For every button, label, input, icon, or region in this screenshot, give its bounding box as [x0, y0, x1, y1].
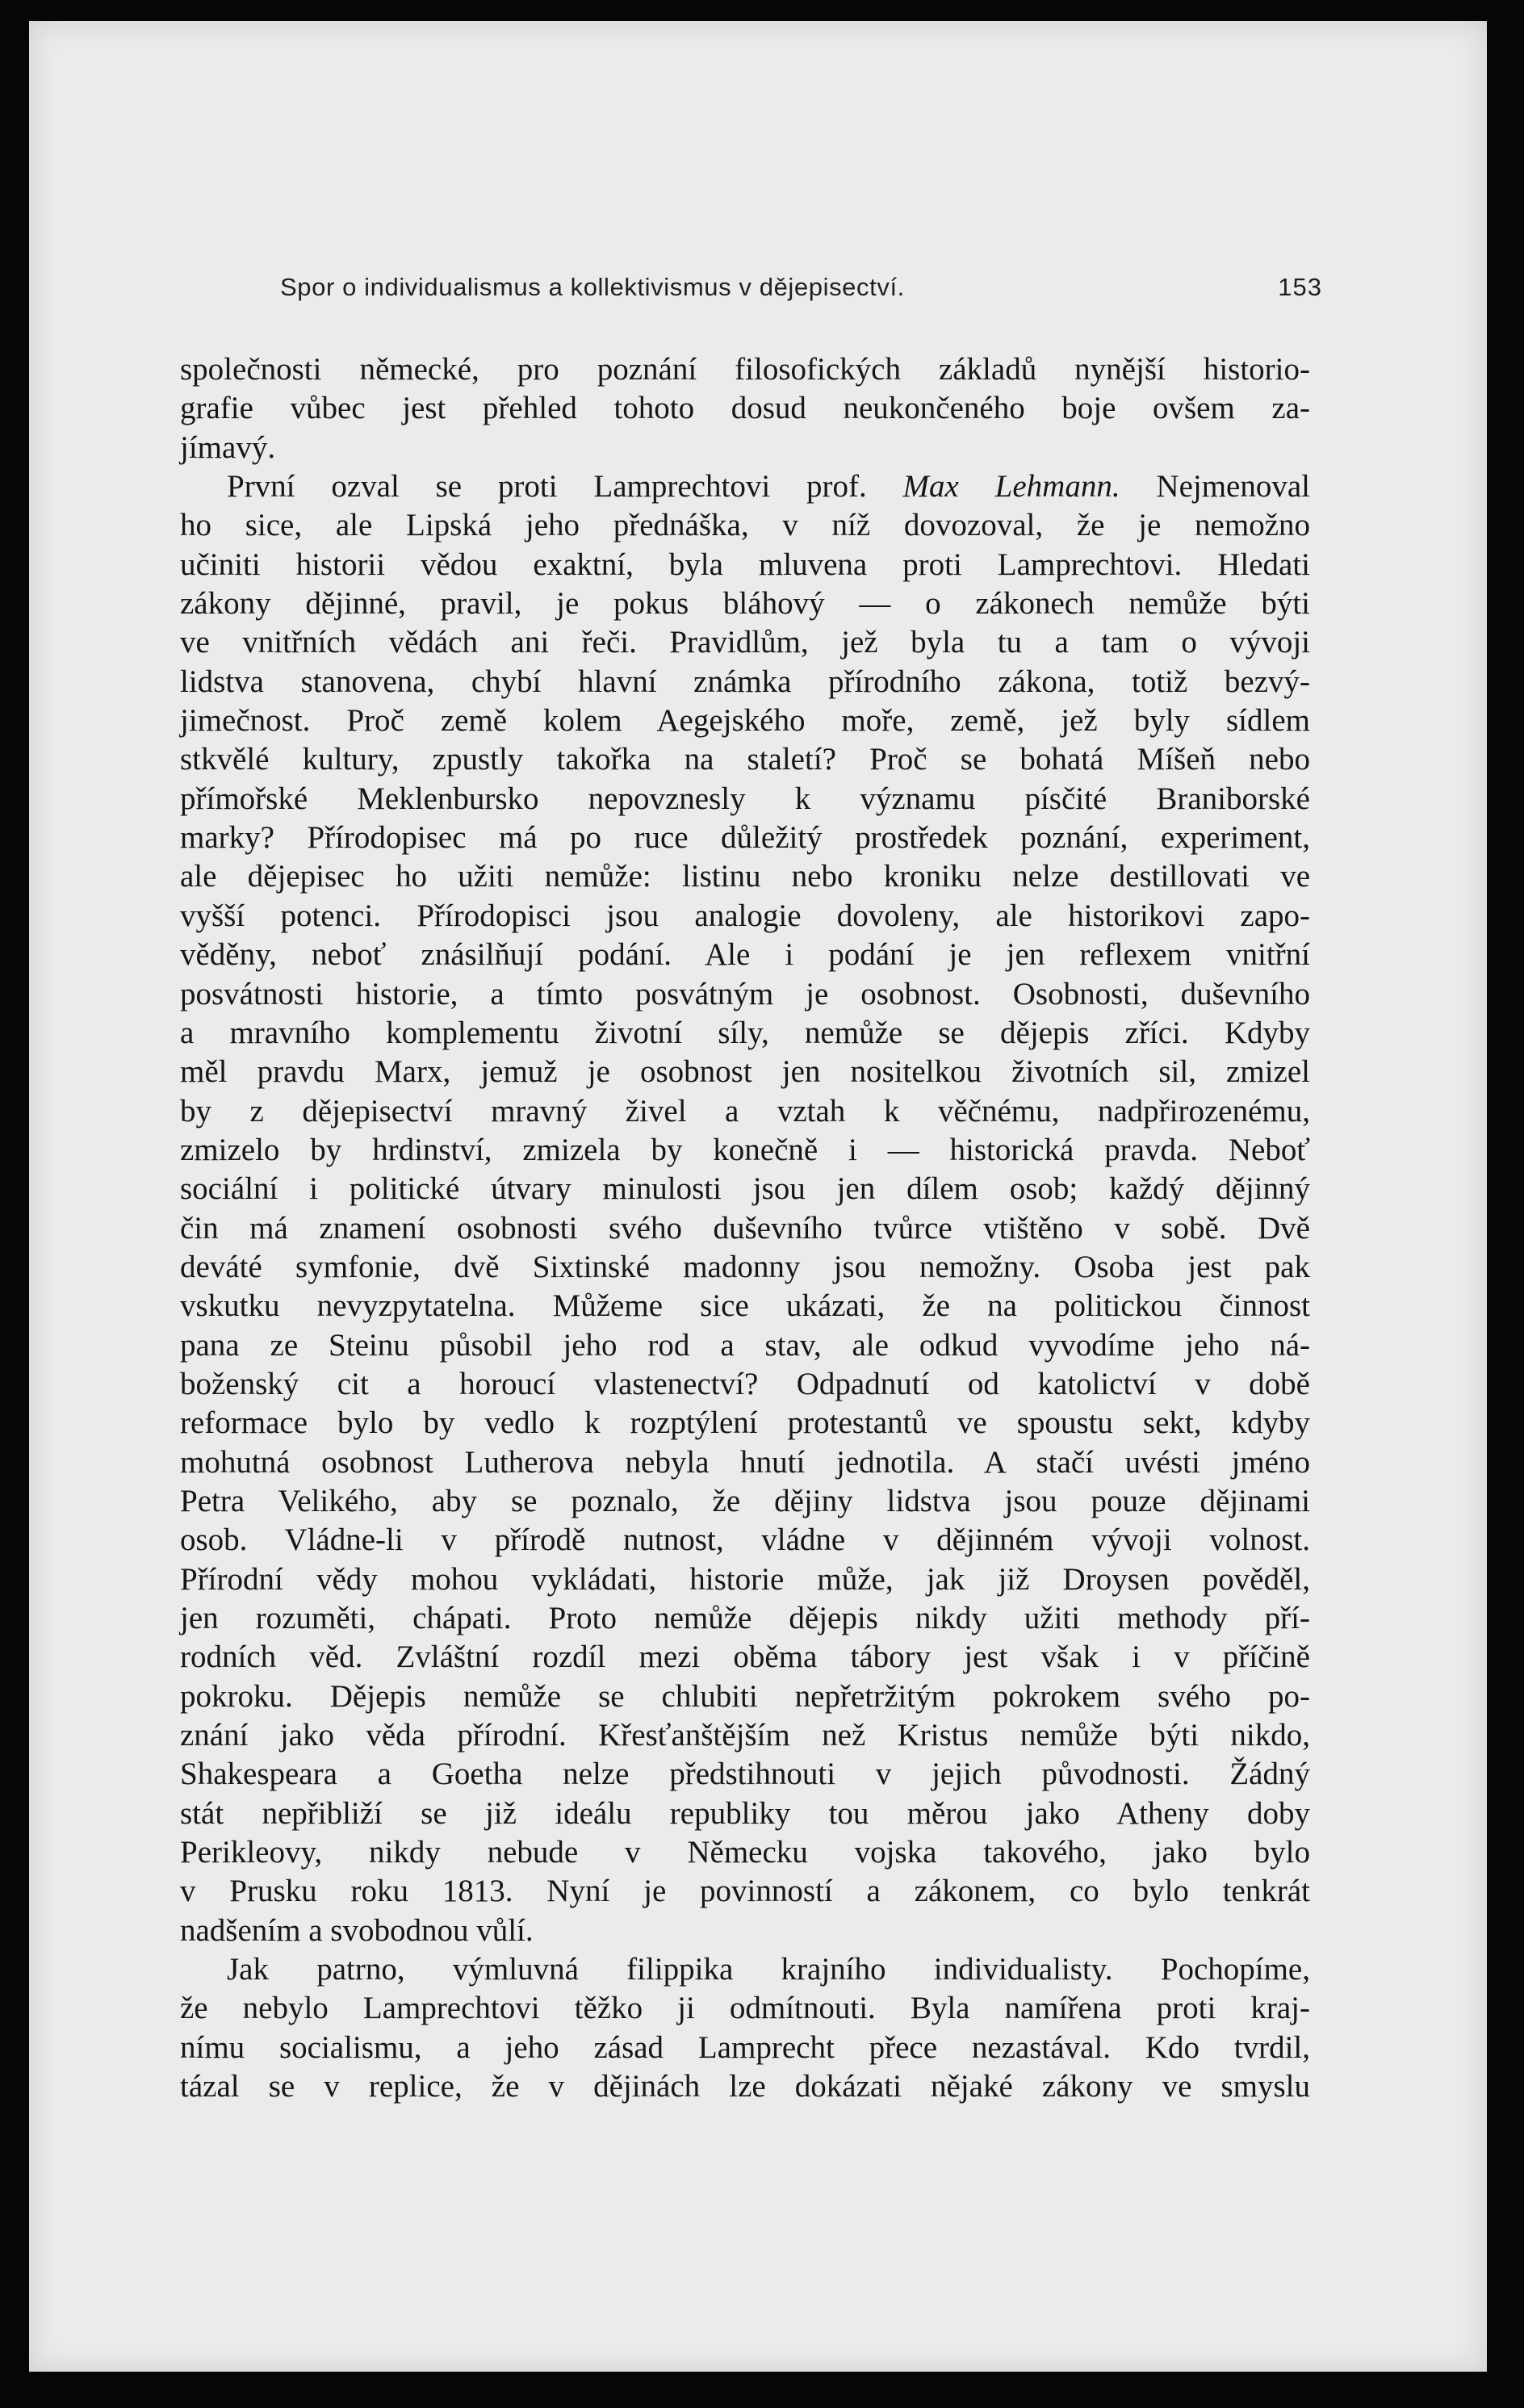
text-line: mohutná osobnost Lutherova nebyla hnutí jednotila. A stačí uvésti jméno	[180, 1444, 1310, 1480]
text-line: Perikleovy, nikdy nebude v Německu vojska takového, jako bylo	[180, 1835, 1310, 1870]
text-line: vskutku nevyzpytatelna. Můžeme sice ukázati, že na politickou činnost	[180, 1288, 1310, 1324]
text-line: znání jako věda přírodní. Křesťanštějším než Kristus nemůže býti nikdo,	[180, 1718, 1310, 1753]
text-line: grafie vůbec jest přehled tohoto dosud neukončeného boje ovšem za-	[180, 391, 1310, 426]
text-line: ale dějepisec ho užiti nemůže: listinu nebo kroniku nelze destillovati ve	[180, 859, 1310, 894]
text-line: zákony dějinné, pravil, je pokus bláhový — o zákonech nemůže býti	[180, 586, 1310, 622]
text-line: posvátnosti historie, a tímto posvátným je osobnost. Osobnosti, duševního	[180, 976, 1310, 1011]
text-line: stát nepřibliží se již ideálu republiky tou měrou jako Atheny doby	[180, 1795, 1310, 1831]
text-line: stkvělé kultury, zpustly takořka na staletí? Proč se bohatá Míšeň nebo	[180, 742, 1310, 777]
text-segment: První ozval se proti Lamprechtovi prof.	[227, 469, 903, 505]
text-line: pokroku. Dějepis nemůže se chlubiti nepřetržitým pokrokem svého po-	[180, 1678, 1310, 1714]
text-line: nadšením a svobodnou vůlí.	[180, 1912, 534, 1948]
text-line: marky? Přírodopisec má po ruce důležitý prostředek poznání, experiment,	[180, 820, 1310, 856]
text-line: měl pravdu Marx, jemuž je osobnost jen nositelkou životních sil, zmizel	[180, 1054, 1310, 1090]
text-segment: Nejmenoval	[1120, 469, 1311, 505]
text-line: přímořské Meklenbursko nepovznesly k významu písčité Braniborské	[180, 781, 1310, 816]
text-line: vyšší potenci. Přírodopisci jsou analogie dovoleny, ale historikovi zapo-	[180, 898, 1310, 933]
text-line: boženský cit a horoucí vlastenectví? Odpadnutí od katolictví v době	[180, 1366, 1310, 1401]
running-title: Spor o individualismus a kollektivismus v dějepisectví.	[280, 273, 905, 301]
text-line: Jak patrno, výmluvná filippika krajního individualisty. Pochopíme,	[227, 1952, 1310, 1987]
text-line: deváté symfonie, dvě Sixtinské madonny jsou nemožny. Osoba jest pak	[180, 1249, 1310, 1284]
text-line: Shakespeara a Goetha nelze předstihnouti v jejich původnosti. Žádný	[180, 1757, 1310, 1792]
text-line: ho sice, ale Lipská jeho přednáška, v níž dovozoval, že je nemožno	[180, 508, 1310, 543]
page-header	[181, 273, 1335, 313]
text-line: nímu socialismu, a jeho zásad Lamprecht přece nezastával. Kdo tvrdil,	[180, 2029, 1310, 2065]
text-line: že nebylo Lamprechtovi těžko ji odmítnouti. Byla namířena proti kraj-	[180, 1991, 1310, 2026]
text-line: Přírodní vědy mohou vykládati, historie může, jak již Droysen pověděl,	[180, 1561, 1310, 1597]
text-line: by z dějepisectví mravný živel a vztah k věčnému, nadpřirozenému,	[180, 1093, 1310, 1129]
text-line: společnosti německé, pro poznání filosofických základů nynější historio-	[180, 352, 1310, 387]
text-line: v Prusku roku 1813. Nyní je povinností a zákonem, co bylo tenkrát	[180, 1874, 1310, 1909]
text-line: zmizelo by hrdinství, zmizela by konečně i — historická pravda. Neboť	[180, 1132, 1310, 1167]
text-line: rodních věd. Zvláštní rozdíl mezi oběma tábory jest však i v příčině	[180, 1640, 1310, 1675]
text-line: pana ze Steinu působil jeho rod a stav, ale odkud vyvodíme jeho ná-	[180, 1327, 1310, 1363]
page-number: 153	[1278, 273, 1322, 301]
text-line: jímavý.	[180, 429, 276, 465]
book-page	[29, 21, 1487, 2372]
text-line: čin má znamení osobnosti svého duševního tvůrce vtištěno v sobě. Dvě	[180, 1210, 1310, 1246]
text-line: jen rozuměti, chápati. Proto nemůže dějepis nikdy užiti methody pří-	[180, 1601, 1310, 1635]
author-name: Max Lehmann.	[902, 469, 1120, 505]
text-line: a mravního komplementu životní síly, nemůže se dějepis zříci. Kdyby	[180, 1015, 1310, 1050]
text-line: sociální i politické útvary minulosti jsou jen dílem osob; každý dějinný	[180, 1171, 1310, 1207]
text-line: reformace bylo by vedlo k rozptýlení protestantů ve spoustu sekt, kdyby	[180, 1405, 1310, 1441]
text-line: jimečnost. Proč země kolem Aegejského moře, země, jež byly sídlem	[180, 703, 1310, 739]
text-line: tázal se v replice, že v dějinách lze dokázati nějaké zákony ve smyslu	[180, 2069, 1310, 2104]
text-line: ve vnitřních vědách ani řeči. Pravidlům, jež byla tu a tam o vývoji	[180, 625, 1310, 660]
text-line: osob. Vládne-li v přírodě nutnost, vládne v dějinném vývoji volnost.	[180, 1522, 1310, 1558]
text-line: Petra Velikého, aby se poznalo, že dějiny lidstva jsou pouze dějinami	[180, 1483, 1310, 1518]
text-line: věděny, neboť znásilňují podání. Ale i podání je jen reflexem vnitřní	[180, 937, 1310, 973]
text-line: učiniti historii vědou exaktní, byla mluvena proti Lamprechtovi. Hledati	[180, 547, 1310, 582]
body-text	[180, 350, 1310, 2106]
text-line	[180, 467, 1310, 506]
text-line: lidstva stanovena, chybí hlavní známka přírodního zákona, totiž bezvý-	[180, 664, 1310, 699]
